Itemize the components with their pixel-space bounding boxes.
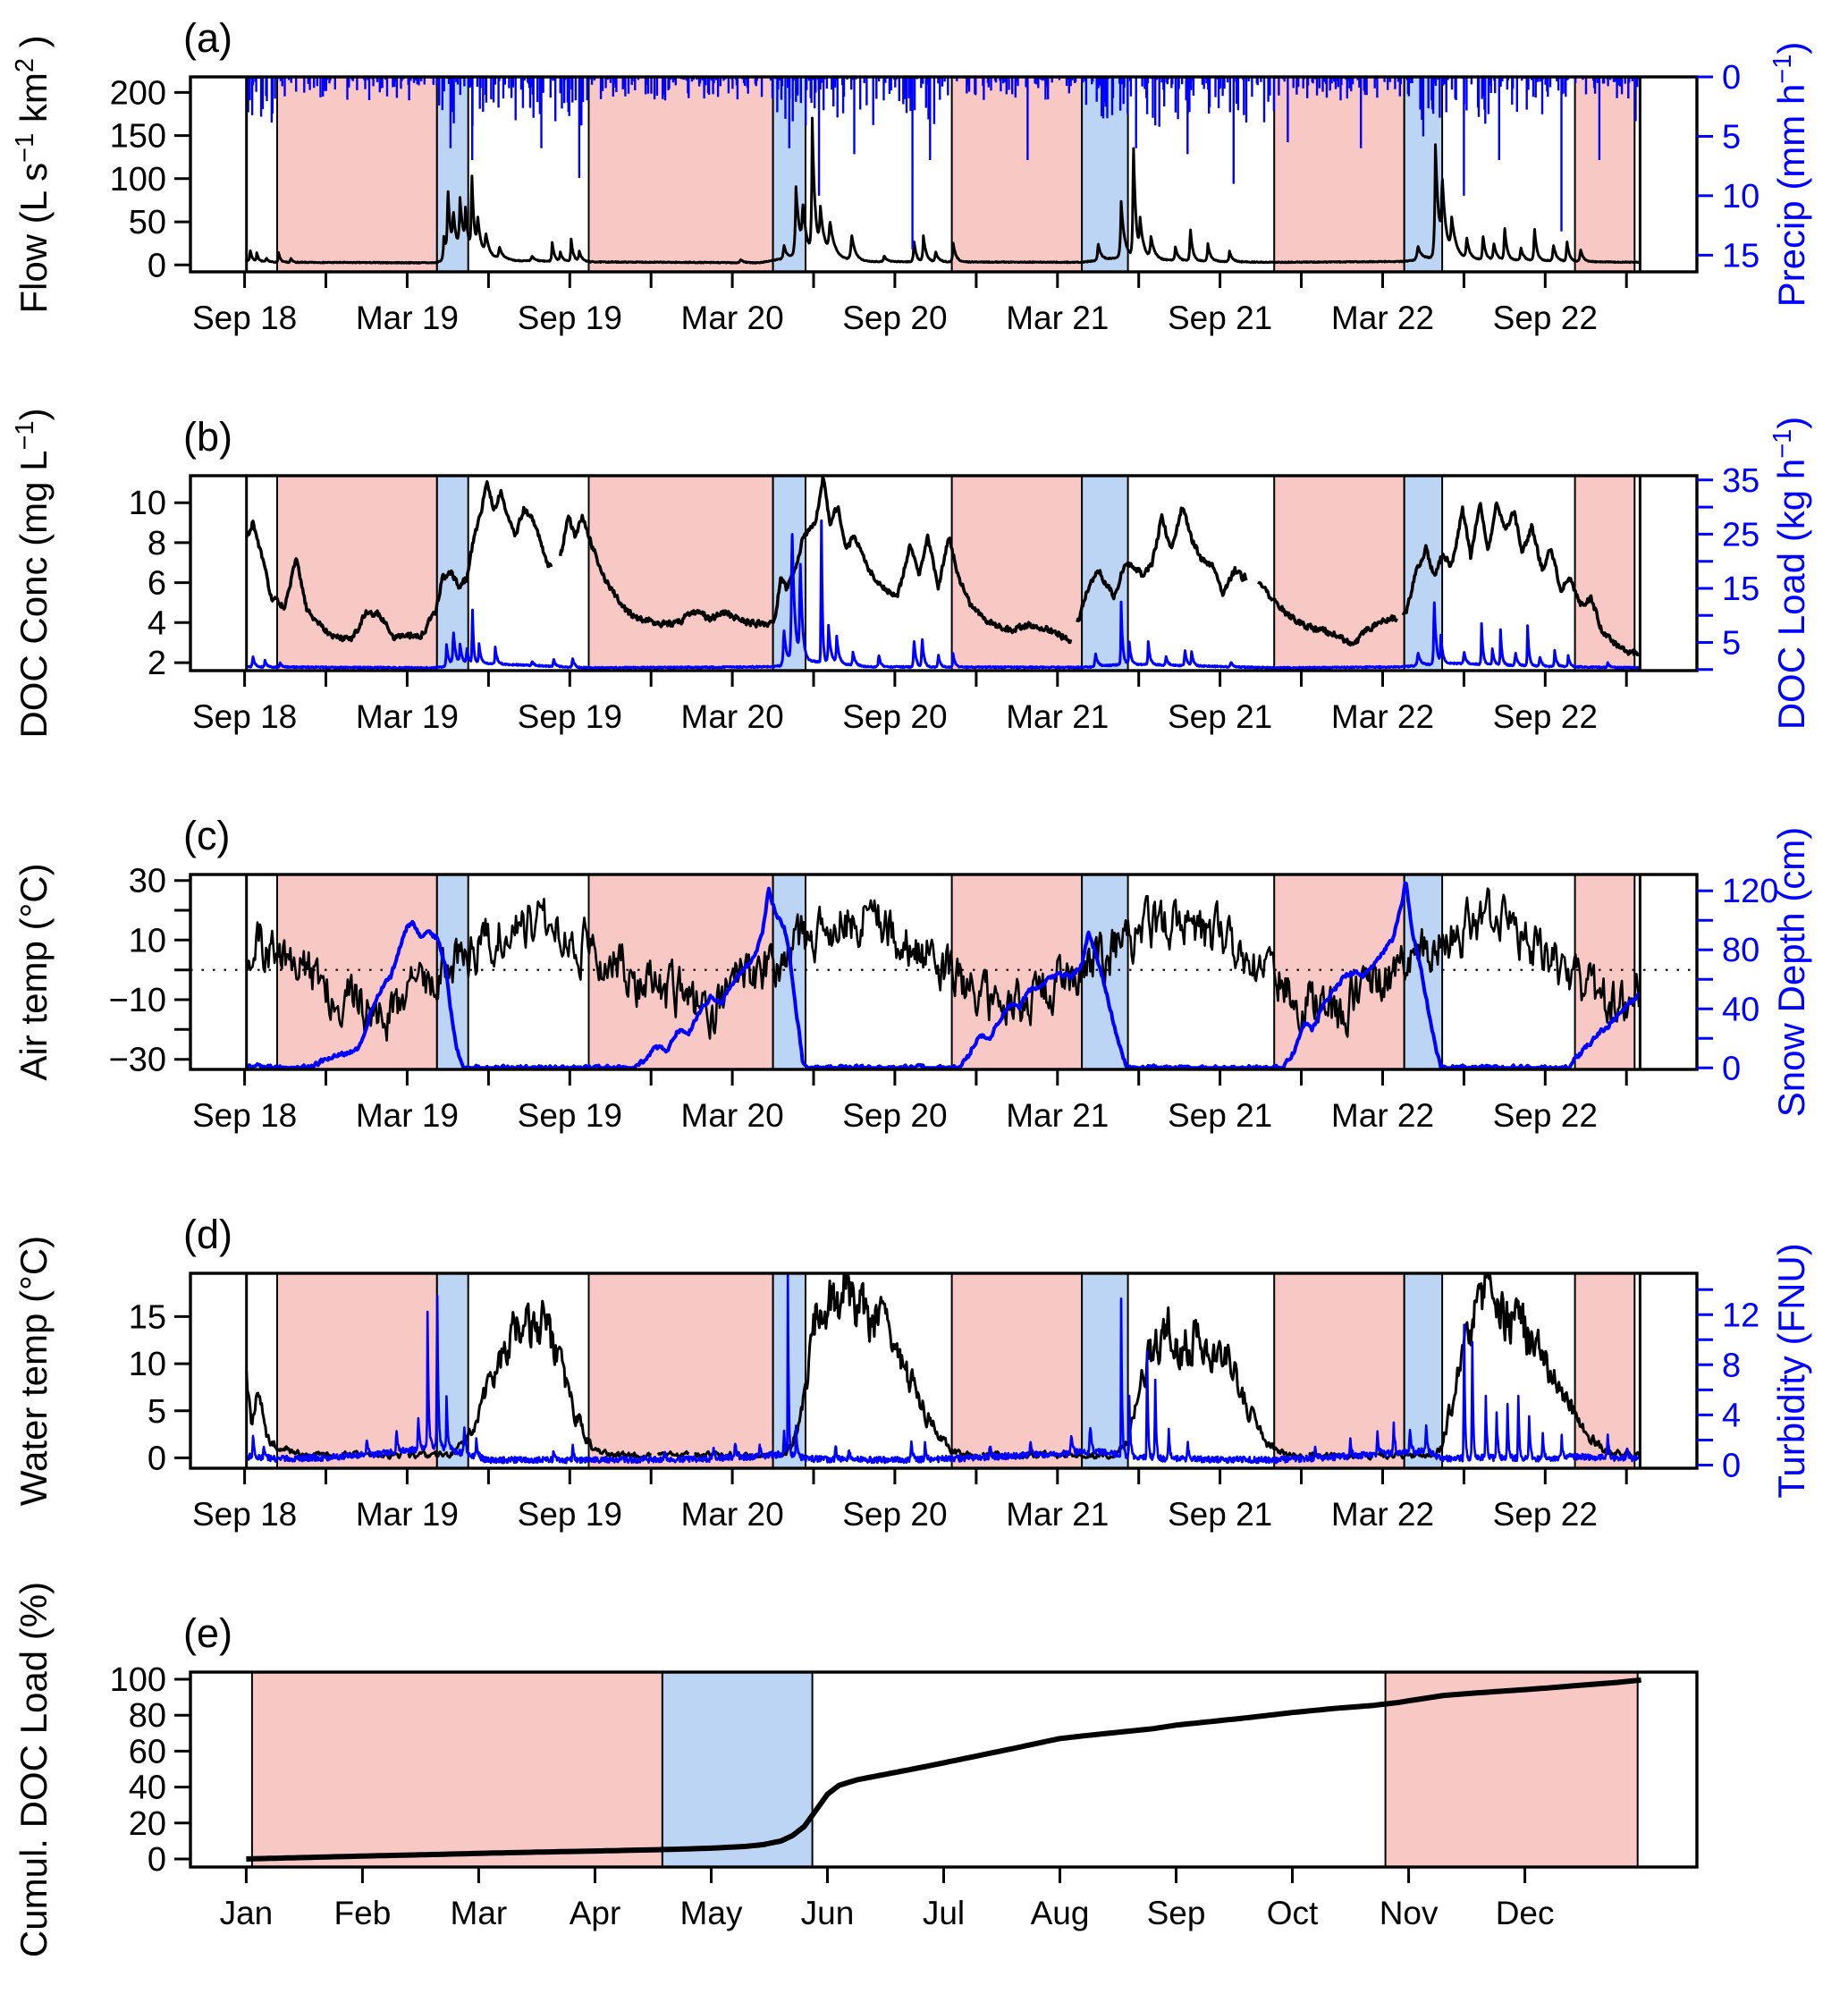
x-tick-label: Sep 21 bbox=[1167, 1496, 1273, 1533]
x-tick-label: Sep 20 bbox=[842, 698, 948, 735]
x-tick-label: Aug bbox=[1030, 1895, 1090, 1931]
x-tick-label: Mar 20 bbox=[680, 698, 784, 735]
right-tick-label: 40 bbox=[1722, 991, 1760, 1029]
winter-region bbox=[589, 476, 773, 671]
winter-region bbox=[1575, 1273, 1635, 1468]
winter-region bbox=[952, 77, 1083, 272]
winter-region bbox=[1575, 77, 1635, 272]
left-tick-label: 30 bbox=[128, 862, 166, 900]
panel-letter-d: (d) bbox=[183, 1212, 232, 1257]
right-tick-label: 15 bbox=[1722, 237, 1760, 275]
left-tick-label: 15 bbox=[128, 1298, 166, 1337]
winter-region bbox=[589, 1273, 773, 1468]
x-tick-label: Sep bbox=[1146, 1895, 1206, 1931]
left-tick-label: 200 bbox=[109, 74, 166, 113]
left-tick-label: 5 bbox=[147, 1392, 166, 1431]
right-tick-label: 35 bbox=[1722, 461, 1760, 500]
x-tick-label: Mar 20 bbox=[680, 300, 784, 336]
x-tick-label: Mar 19 bbox=[355, 300, 459, 336]
right-tick-label: 4 bbox=[1722, 1397, 1742, 1435]
x-tick-label: Sep 18 bbox=[191, 698, 298, 735]
left-tick-label: 100 bbox=[109, 160, 166, 199]
right-axis-title: Turbidity (FNU) bbox=[1770, 1243, 1812, 1499]
x-tick-label: Mar 20 bbox=[680, 1097, 784, 1134]
winter-region bbox=[252, 1672, 662, 1867]
left-tick-label: 0 bbox=[147, 1440, 166, 1478]
x-tick-label: Sep 19 bbox=[517, 1097, 622, 1134]
x-tick-label: Sep 18 bbox=[191, 300, 298, 336]
left-tick-label: 150 bbox=[109, 117, 166, 156]
x-tick-label: Sep 18 bbox=[191, 1097, 298, 1134]
x-tick-label: Mar 21 bbox=[1006, 1097, 1110, 1134]
x-tick-label: Mar 19 bbox=[355, 1496, 459, 1533]
right-axis-title: Precip (mm $h^{-1}$) bbox=[1768, 41, 1812, 308]
x-tick-label: Sep 20 bbox=[842, 300, 948, 336]
right-tick-label: 25 bbox=[1722, 516, 1760, 554]
x-tick-label: Sep 21 bbox=[1167, 698, 1273, 735]
x-tick-label: Sep 22 bbox=[1492, 698, 1598, 735]
right-tick-label: 15 bbox=[1722, 570, 1760, 608]
left-axis-title: Cumul. DOC Load (%) bbox=[13, 1581, 55, 1958]
right-tick-label: 120 bbox=[1722, 873, 1779, 911]
right-tick-label: 80 bbox=[1722, 932, 1760, 970]
x-tick-label: Mar 21 bbox=[1006, 300, 1110, 336]
winter-region bbox=[589, 77, 773, 272]
winter-region bbox=[952, 476, 1083, 671]
left-tick-label: 6 bbox=[147, 564, 166, 603]
panel-letter-c: (c) bbox=[183, 813, 231, 858]
x-tick-label: Sep 19 bbox=[517, 698, 622, 735]
left-axis-title: Flow (L $s^{-1}$ $km^2$ ) bbox=[11, 35, 55, 314]
x-tick-label: Dec bbox=[1495, 1895, 1555, 1931]
left-tick-label: 10 bbox=[128, 922, 166, 960]
right-tick-label: 5 bbox=[1722, 118, 1742, 156]
x-tick-label: Sep 21 bbox=[1167, 1097, 1273, 1134]
right-tick-label: 0 bbox=[1722, 1447, 1742, 1485]
x-tick-label: Mar 20 bbox=[680, 1496, 784, 1533]
x-tick-label: Sep 19 bbox=[517, 300, 622, 336]
x-tick-label: Mar 19 bbox=[355, 698, 459, 735]
x-tick-label: Sep 19 bbox=[517, 1496, 622, 1533]
x-tick-label: Apr bbox=[569, 1895, 621, 1931]
winter-region bbox=[1575, 874, 1635, 1069]
left-tick-label: 8 bbox=[147, 524, 166, 562]
left-tick-label: 100 bbox=[109, 1661, 166, 1700]
x-tick-label: Mar 22 bbox=[1330, 300, 1435, 336]
x-tick-label: Sep 22 bbox=[1492, 300, 1598, 336]
right-axis-title: Snow Depth (cm) bbox=[1770, 826, 1812, 1118]
winter-region bbox=[277, 77, 437, 272]
x-tick-label: Sep 18 bbox=[191, 1496, 298, 1533]
winter-region bbox=[277, 476, 437, 671]
left-tick-label: 0 bbox=[147, 1840, 166, 1879]
left-tick-label: 0 bbox=[147, 247, 166, 285]
x-tick-label: Jul bbox=[922, 1895, 966, 1931]
x-tick-label: Mar 22 bbox=[1330, 1097, 1435, 1134]
x-tick-label: Mar 22 bbox=[1330, 698, 1435, 735]
right-axis-title: DOC Load (kg $h^{-1}$) bbox=[1768, 416, 1812, 731]
winter-region bbox=[277, 874, 437, 1069]
winter-region bbox=[1274, 77, 1405, 272]
right-tick-label: 0 bbox=[1722, 59, 1742, 97]
right-tick-label: 8 bbox=[1722, 1347, 1742, 1385]
winter-region bbox=[952, 874, 1083, 1069]
left-tick-label: −30 bbox=[108, 1041, 166, 1079]
x-tick-label: Sep 21 bbox=[1167, 300, 1273, 336]
x-tick-label: Mar 22 bbox=[1330, 1496, 1435, 1533]
left-tick-label: 4 bbox=[147, 604, 166, 643]
x-tick-label: Nov bbox=[1379, 1895, 1439, 1931]
winter-region bbox=[1274, 1273, 1405, 1468]
right-tick-label: 0 bbox=[1722, 1050, 1742, 1088]
winter-region bbox=[952, 1273, 1083, 1468]
x-tick-label: Sep 22 bbox=[1492, 1496, 1598, 1533]
x-tick-label: Sep 22 bbox=[1492, 1097, 1598, 1134]
x-tick-label: May bbox=[679, 1895, 743, 1931]
x-tick-label: Jun bbox=[800, 1895, 855, 1931]
x-tick-label: Mar 21 bbox=[1006, 698, 1110, 735]
x-tick-label: Mar 19 bbox=[355, 1097, 459, 1134]
left-tick-label: 80 bbox=[128, 1697, 166, 1736]
winter-region bbox=[1575, 476, 1635, 671]
left-tick-label: 10 bbox=[128, 1346, 166, 1384]
right-tick-label: 12 bbox=[1722, 1297, 1760, 1335]
winter-region bbox=[277, 1273, 437, 1468]
left-tick-label: 60 bbox=[128, 1733, 166, 1771]
x-tick-label: Oct bbox=[1266, 1895, 1319, 1931]
x-tick-label: Sep 20 bbox=[842, 1496, 948, 1533]
panel-letter-e: (e) bbox=[183, 1610, 232, 1656]
x-tick-label: Mar bbox=[450, 1895, 508, 1931]
x-tick-label: Feb bbox=[333, 1895, 392, 1931]
left-tick-label: −10 bbox=[108, 982, 166, 1019]
x-tick-label: Jan bbox=[219, 1895, 274, 1931]
x-tick-label: Sep 20 bbox=[842, 1097, 948, 1134]
left-axis-title: Water temp (°C) bbox=[13, 1235, 55, 1507]
left-tick-label: 10 bbox=[128, 485, 166, 523]
left-tick-label: 20 bbox=[128, 1804, 166, 1843]
left-tick-label: 40 bbox=[128, 1769, 166, 1807]
left-axis-title: Air temp (°C) bbox=[13, 863, 55, 1081]
left-tick-label: 50 bbox=[128, 204, 166, 242]
left-axis-title: DOC Conc (mg $L^{-1}$) bbox=[11, 408, 55, 739]
panel-letter-b: (b) bbox=[183, 414, 232, 460]
right-tick-label: 10 bbox=[1722, 177, 1760, 215]
left-tick-label: 2 bbox=[147, 645, 166, 683]
winter-region bbox=[1274, 476, 1405, 671]
right-tick-label: 5 bbox=[1722, 624, 1742, 663]
panel-letter-a: (a) bbox=[183, 15, 232, 61]
winter-region bbox=[1386, 1672, 1638, 1867]
x-tick-label: Mar 21 bbox=[1006, 1496, 1110, 1533]
